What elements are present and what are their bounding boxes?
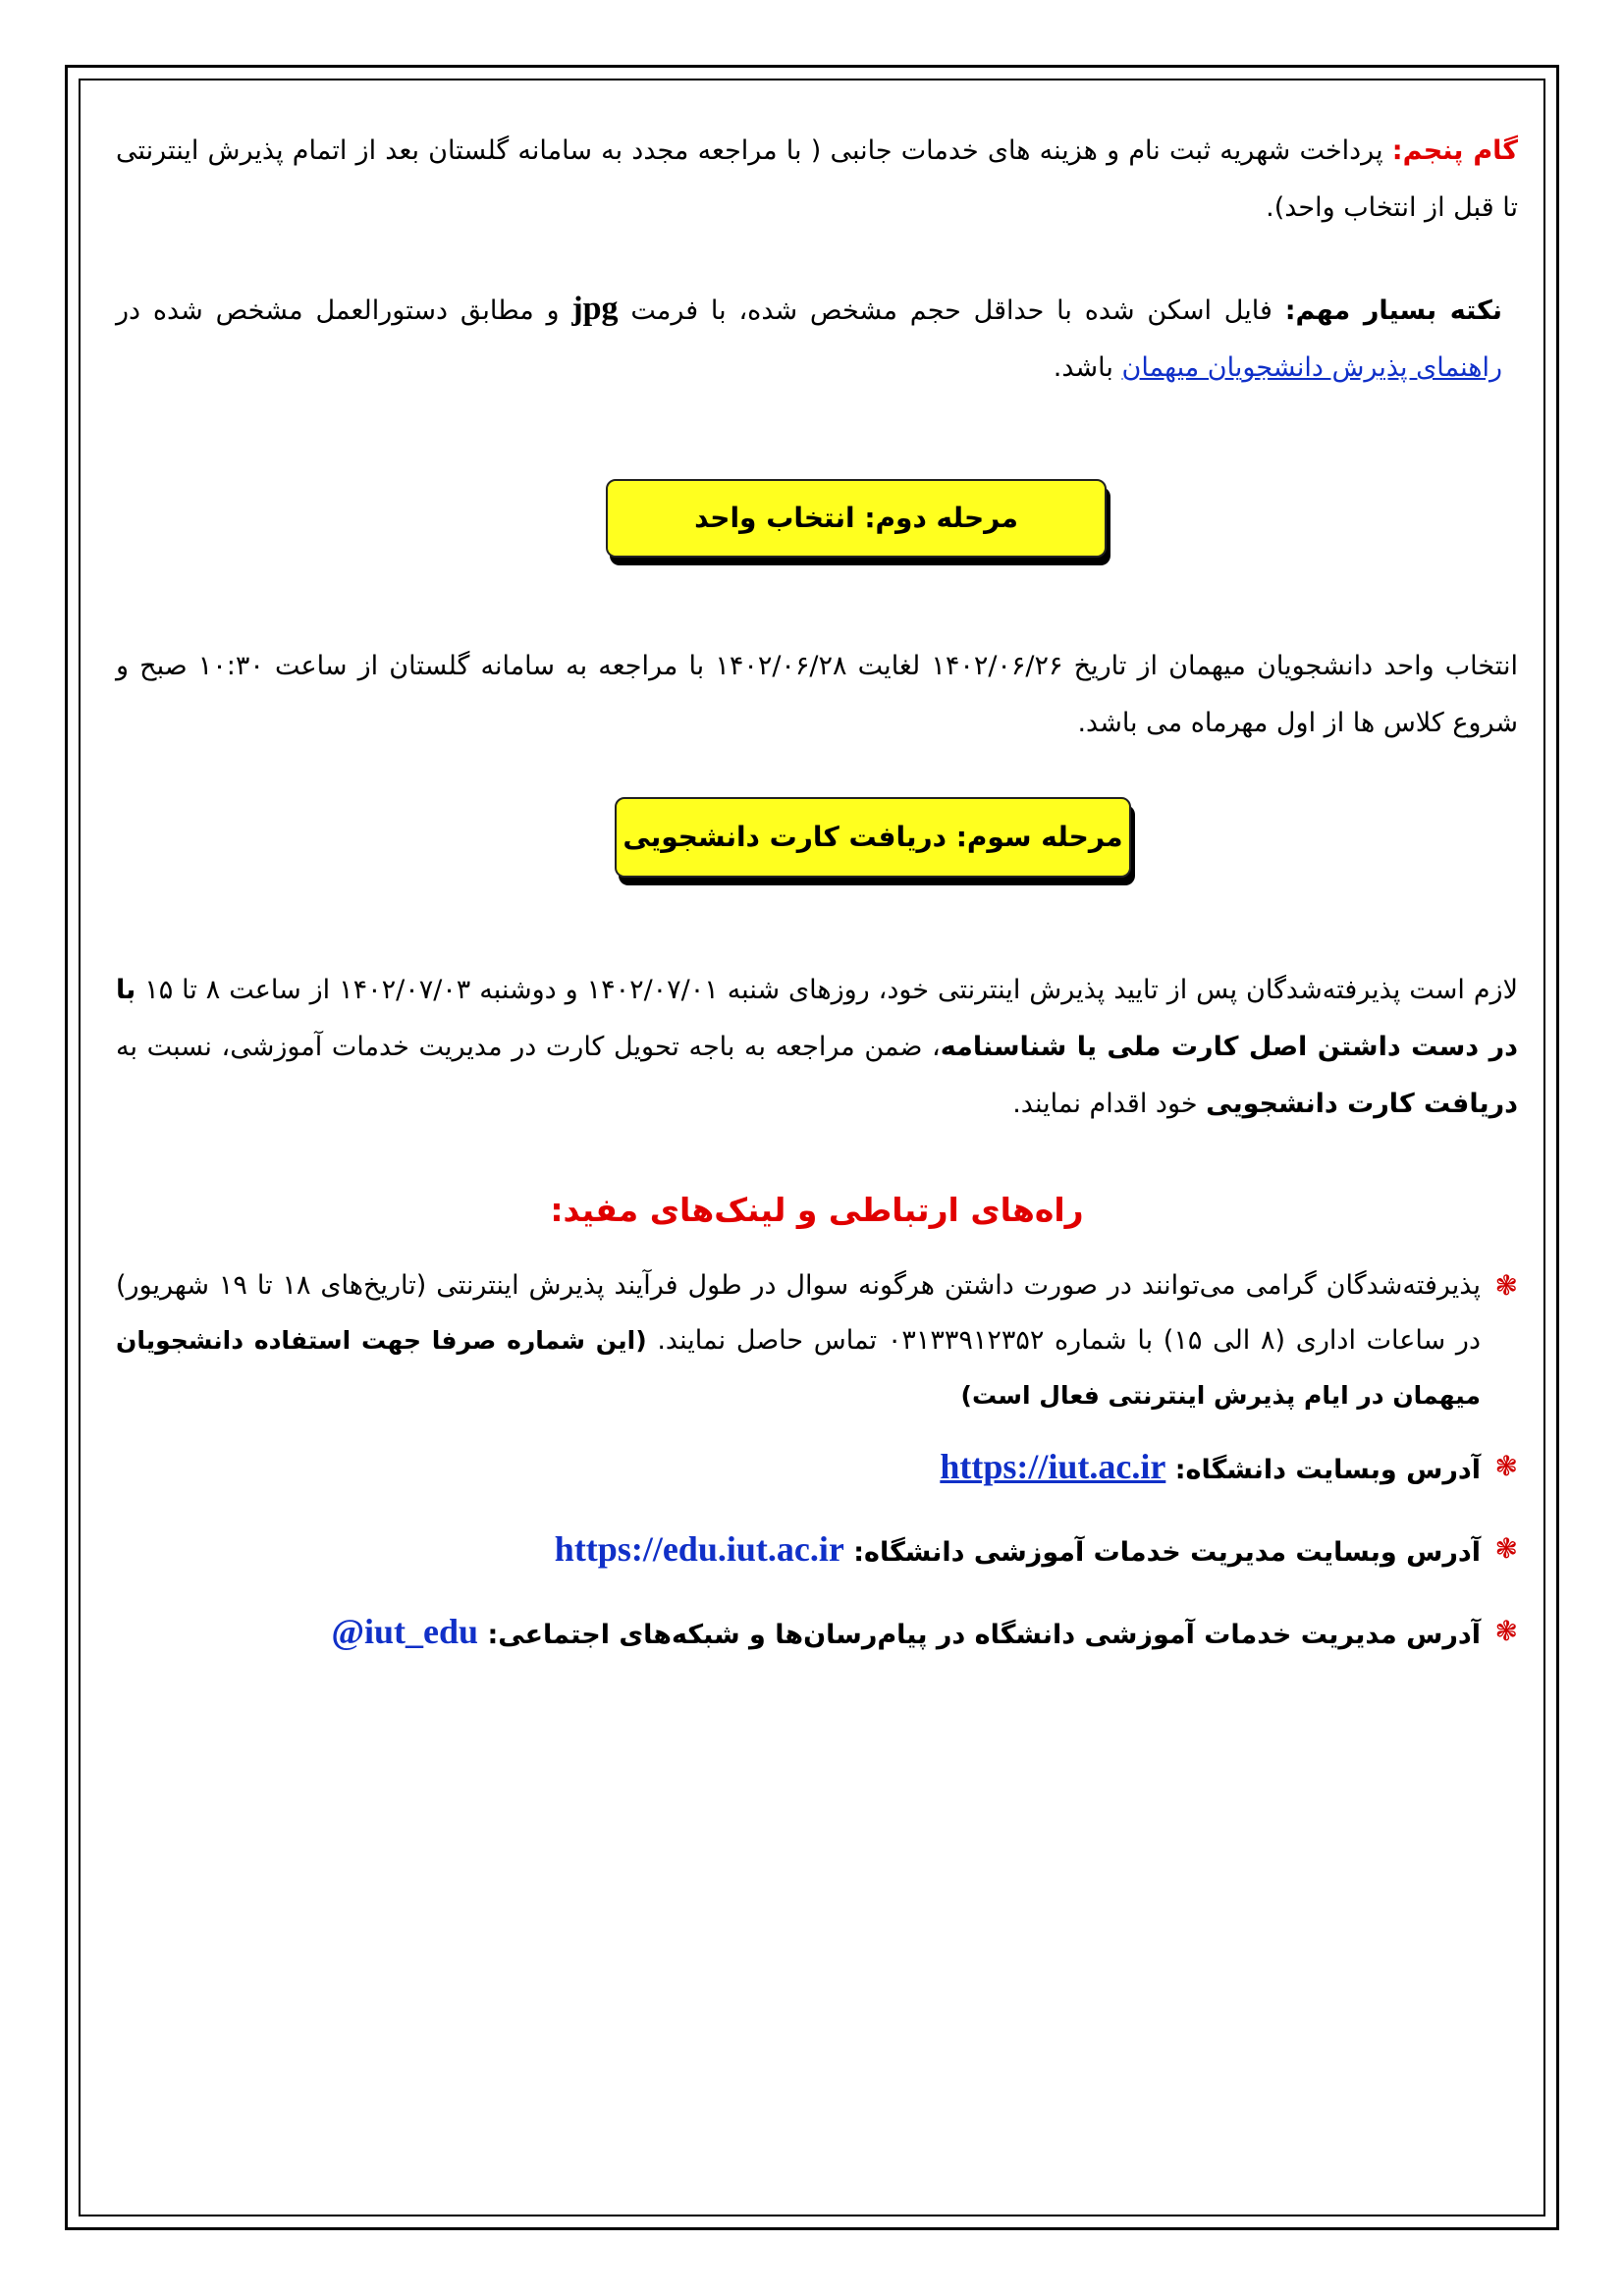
stage2-banner — [606, 479, 1107, 558]
contact-item1-text: پذیرفته‌شدگان گرامی می‌توانند در صورت داشتن هرگونه سوال در طول فرآیند پذیرش اینترنتی (تاریخ‌های ۱۸ تا ۱۹ شهریور) در ساعات اداری (۸ الی ۱۵) با شماره ۰۳۱۳۳۹۱۲۳۵۲ تماس حاصل نمایند. — [116, 1270, 1481, 1356]
note-label: نکته بسیار مهم: — [1284, 295, 1502, 326]
step5-label: گام پنجم: — [1391, 135, 1518, 166]
guide-link[interactable]: راهنمای پذیرش دانشجویان میهمان — [1121, 352, 1502, 383]
contact-item3-label: آدرس وبسایت مدیریت خدمات آموزشی دانشگاه: — [843, 1537, 1481, 1568]
flower-bullet-icon: ❃ — [1494, 1269, 1518, 1302]
stage3-text-2: ، ضمن مراجعه به باجه تحویل کارت در مدیریت خدمات آموزشی، نسبت به — [116, 1032, 941, 1062]
contact-item-website — [116, 1431, 1518, 1506]
contact-item-phone — [116, 1258, 1518, 1423]
stage3-bold-1: با در دست داشتن اصل کارت ملی یا شناسنامه — [116, 975, 1518, 1062]
contact-item2-label: آدرس وبسایت دانشگاه: — [1165, 1455, 1481, 1485]
note-text-before: فایل اسکن شده با حداقل حجم مشخص شده، با فرمت — [618, 295, 1285, 326]
stage3-bold-2: دریافت کارت دانشجویی — [1206, 1089, 1518, 1119]
edu-website-link[interactable]: https://edu.iut.ac.ir — [554, 1529, 844, 1569]
stage3-title: مرحله سوم: دریافت کارت دانشجویی — [623, 821, 1123, 853]
stage2-text: انتخاب واحد دانشجویان میهمان از تاریخ ۱۴۰۲/۰۶/۲۶ لغایت ۱۴۰۲/۰۶/۲۸ با مراجعه به سامانه گلستان از ساعت ۱۰:۳۰ صبح و شروع کلاس ها از اول مهرماه می باشد. — [116, 651, 1518, 738]
contact-item-social — [116, 1596, 1518, 1671]
note-text-end: باشد. — [1053, 352, 1122, 383]
stage3-paragraph — [116, 962, 1518, 1133]
stage2-paragraph — [116, 638, 1518, 752]
stage3-text-1: لازم است پذیرفته‌شدگان پس از تایید پذیرش اینترنتی خود، روزهای شنبه ۱۴۰۲/۰۷/۰۱ و دوشنبه ۱۴۰۲/۰۷/۰۳ از ساعت ۸ تا ۱۵ — [135, 975, 1518, 1005]
note-paragraph — [116, 281, 1518, 397]
contact-item4-label: آدرس مدیریت خدمات آموزشی دانشگاه در پیام‌رسان‌ها و شبکه‌های اجتماعی: — [478, 1620, 1481, 1650]
flower-bullet-icon: ❃ — [1494, 1615, 1518, 1647]
stage3-text-3: خود اقدام نمایند. — [1012, 1089, 1207, 1119]
social-handle-link[interactable]: @iut_edu — [331, 1612, 479, 1651]
university-website-link[interactable]: https://iut.ac.ir — [940, 1447, 1166, 1486]
contact-heading: راه‌های ارتباطی و لینک‌های مفید: — [550, 1191, 1084, 1229]
step5-paragraph — [116, 123, 1518, 237]
flower-bullet-icon: ❃ — [1494, 1450, 1518, 1482]
page-border-inner — [79, 79, 1545, 2216]
stage2-title: مرحله دوم: انتخاب واحد — [694, 502, 1018, 534]
contact-item-edu-website — [116, 1514, 1518, 1588]
step5-text: پرداخت شهریه ثبت نام و هزینه های خدمات جانبی ( با مراجعه مجدد به سامانه گلستان بعد از اتمام پذیرش اینترنتی تا قبل از انتخاب واحد). — [116, 135, 1518, 223]
flower-bullet-icon: ❃ — [1494, 1532, 1518, 1565]
contact-list — [116, 1258, 1518, 1671]
stage3-banner — [615, 797, 1131, 878]
note-format: jpg — [571, 291, 619, 327]
contact-item1-note: (این شماره صرفا جهت استفاده دانشجویان میهمان در ایام پذیرش اینترنتی فعال است) — [116, 1326, 1481, 1410]
note-text-after: و مطابق دستورالعمل مشخص شده در — [116, 295, 572, 326]
